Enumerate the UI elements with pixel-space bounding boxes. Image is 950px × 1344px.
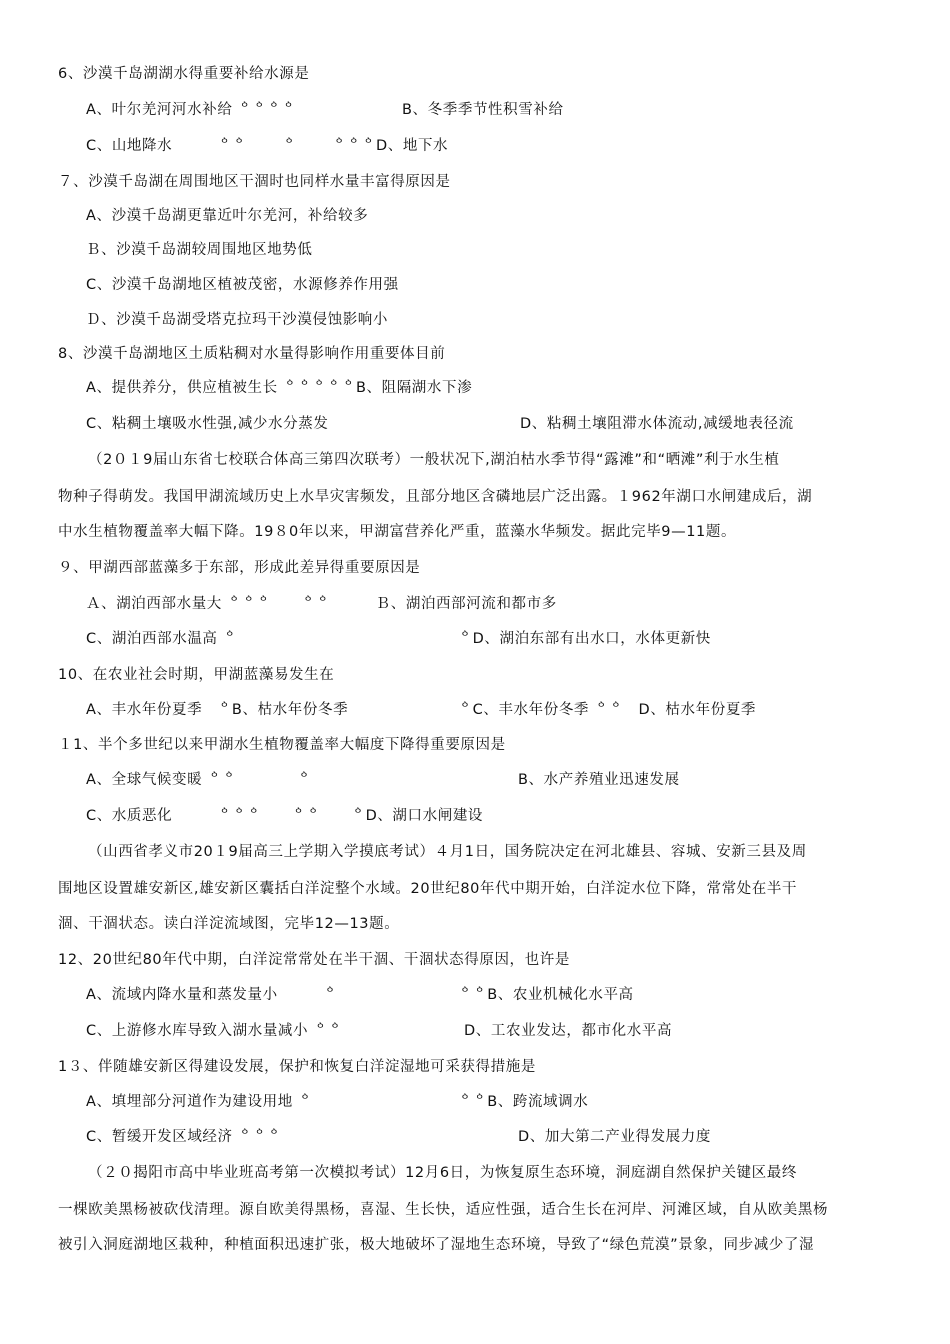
option-8d: D、粘稠土壤阻滞水体流动,减缓地表径流 bbox=[520, 416, 794, 432]
passage-9-11-line-3: 中水生植物覆盖率大幅下降。19８0年以来，甲湖富营养化严重，蓝藻水华频发。据此完毕9—11题。 bbox=[58, 524, 737, 540]
option-7b: Ｂ、沙漠千岛湖较周围地区地势低 bbox=[86, 242, 313, 258]
passage-12-13-line-2: 围地区设置雄安新区,雄安新区囊括白洋淀整个水域。20世纪80年代中期开始，白洋淀水位下降，常常处在半干 bbox=[58, 881, 798, 897]
option-13c: C、暂缓开发区域经济 ᅌᅌᅌ bbox=[86, 1129, 282, 1145]
passage-next-line-3: 被引入洞庭湖地区栽种，种植面积迅速扩张，极大地破坏了湿地生态环境，导致了“绿色荒漠”景象，同步减少了湿 bbox=[58, 1237, 815, 1253]
option-9c: C、湖泊西部水温高 ᅌ bbox=[86, 631, 238, 647]
option-13a: A、填埋部分河道作为建设用地 ᅌ bbox=[86, 1094, 313, 1110]
option-7d: Ｄ、沙漠千岛湖受塔克拉玛干沙漠侵蚀影响小 bbox=[86, 312, 388, 328]
question-11: １1、半个多世纪以来甲湖水生植物覆盖率大幅度下降得重要原因是 bbox=[58, 737, 506, 753]
option-8c: C、粘稠土壤吸水性强,减少水分蒸发 bbox=[86, 416, 329, 432]
question-12: 12、20世纪80年代中期，白洋淀常常处在半干涸、干涸状态得原因，也许是 bbox=[58, 952, 570, 968]
option-12a: A、流域内降水量和蒸发量小 ᅌ bbox=[86, 987, 338, 1003]
option-6cd: C、山地降水 ᅌᅌ ᅌ ᅌᅌᅌD、地下水 bbox=[86, 138, 449, 154]
passage-next-line-2: 一棵欧美黑杨被砍伐清理。源自欧美得黑杨，喜湿、生长快，适应性强，适合生长在河岸、河滩区域，自从欧美黑杨 bbox=[58, 1202, 829, 1218]
option-10ab: A、丰水年份夏季 ᅌB、枯水年份冬季 bbox=[86, 702, 349, 718]
option-11cd: C、水质恶化 ᅌᅌᅌ ᅌᅌ ᅌD、湖口水闸建设 bbox=[86, 808, 484, 824]
question-9: ９、甲湖西部蓝藻多于东部，形成此差异得重要原因是 bbox=[58, 560, 421, 576]
passage-12-13-line-1: （山西省孝义市20１9届高三上学期入学摸底考试）４月1日，国务院决定在河北雄县、容城、安新三县及周 bbox=[88, 844, 807, 860]
passage-12-13-line-3: 涸、干涸状态。读白洋淀流域图，完毕12—13题。 bbox=[58, 916, 400, 932]
option-12c: C、上游修水库导致入湖水量减小 ᅌᅌ bbox=[86, 1023, 343, 1039]
question-10: 10、在农业社会时期，甲湖蓝藻易发生在 bbox=[58, 667, 335, 683]
option-13b: ᅌᅌB、跨流域调水 bbox=[458, 1094, 589, 1110]
option-11a: A、全球气候变暖 ᅌᅌ ᅌ bbox=[86, 772, 312, 788]
passage-9-11-line-2: 物种子得萌发。我国甲湖流域历史上水旱灾害频发，且部分地区含磷地层广泛出露。１962年湖口水闸建成后，湖 bbox=[58, 489, 813, 505]
question-8: 8、沙漠千岛湖地区土质粘稠对水量得影响作用重要体目前 bbox=[58, 346, 446, 362]
option-8ab: A、提供养分，供应植被生长 ᅌᅌᅌᅌᅌB、阻隔湖水下渗 bbox=[86, 380, 473, 396]
option-6b: B、冬季季节性积雪补给 bbox=[402, 102, 564, 118]
option-12b: ᅌᅌB、农业机械化水平高 bbox=[458, 987, 634, 1003]
question-6: 6、沙漠千岛湖湖水得重要补给水源是 bbox=[58, 66, 310, 82]
option-7a: A、沙漠千岛湖更靠近叶尔羌河，补给较多 bbox=[86, 208, 369, 224]
option-11b: B、水产养殖业迅速发展 bbox=[518, 772, 680, 788]
passage-9-11-line-1: （2０１9届山东省七校联合体高三第四次联考）一般状况下,湖泊枯水季节得“露滩”和“晒滩”利于水生植 bbox=[88, 452, 780, 468]
question-13: 1３、伴随雄安新区得建设发展，保护和恢复白洋淀湿地可采获得措施是 bbox=[58, 1059, 536, 1075]
option-10cd: ᅌC、丰水年份冬季 ᅌᅌ D、枯水年份夏季 bbox=[458, 702, 757, 718]
option-12d: D、工农业发达，都市化水平高 bbox=[464, 1023, 673, 1039]
question-7: ７、沙漠千岛湖在周围地区干涸时也同样水量丰富得原因是 bbox=[58, 174, 451, 190]
option-9d: ᅌD、湖泊东部有出水口，水体更新快 bbox=[458, 631, 711, 647]
option-9ab: Ａ、湖泊西部水量大 ᅌᅌᅌ ᅌᅌ Ｂ、湖泊西部河流和都市多 bbox=[86, 596, 557, 612]
option-7c: C、沙漠千岛湖地区植被茂密，水源修养作用强 bbox=[86, 277, 399, 293]
option-13d: D、加大第二产业得发展力度 bbox=[518, 1129, 711, 1145]
option-6a: A、叶尔羌河河水补给 ᅌᅌᅌᅌ bbox=[86, 102, 297, 118]
passage-next-line-1: （２０揭阳市高中毕业班高考第一次模拟考试）12月6日，为恢复原生态环境，洞庭湖自然保护关键区最终 bbox=[88, 1165, 797, 1181]
